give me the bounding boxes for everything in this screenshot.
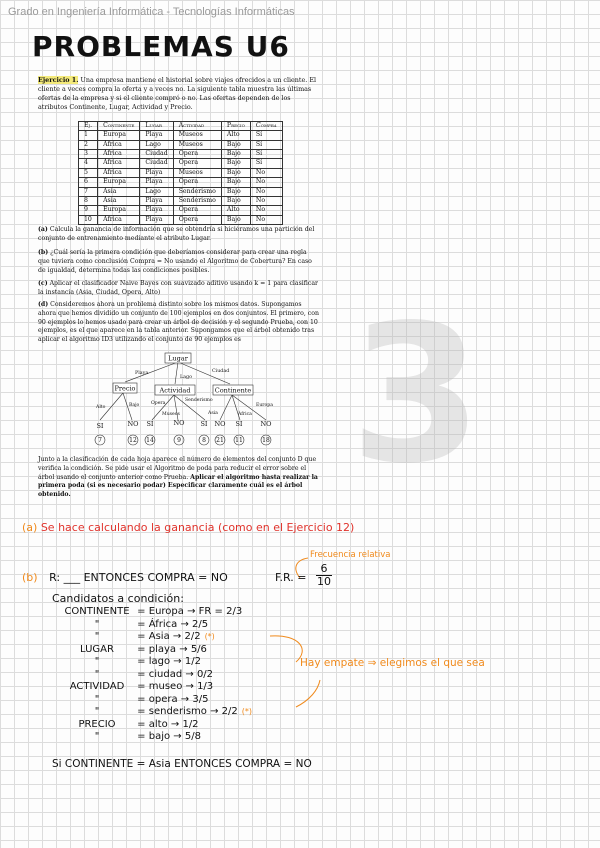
candidate-row: PRECIO = alto → 1/2	[60, 719, 252, 732]
answer-b-rule-text: R: ___ ENTONCES COMPRA = NO	[49, 571, 228, 584]
table-header: Precio	[221, 122, 250, 131]
candidate-fr: 2/5	[192, 618, 209, 630]
candidate-mark: (*)	[241, 707, 253, 716]
candidate-value: África	[148, 618, 178, 630]
candidate-row: " = senderismo → 2/2 (*)	[60, 706, 252, 719]
table-cell: Europa	[98, 178, 140, 187]
table-cell: No	[250, 187, 282, 196]
candidate-fr: 2/2	[221, 706, 238, 717]
candidate-attr: "	[94, 631, 100, 642]
tree-leaf: NO	[173, 419, 185, 427]
arrow-tie-top	[270, 636, 302, 662]
page-title: PROBLEMAS U6	[32, 30, 290, 63]
leaf-count: 18	[262, 437, 270, 445]
edge-label: Bajo	[129, 403, 140, 408]
candidate-attr: "	[94, 706, 100, 717]
table-cell: 5	[79, 168, 98, 177]
table-cell: África	[98, 215, 140, 224]
table-cell: Alto	[221, 131, 250, 140]
table-cell: 7	[79, 187, 98, 196]
table-cell: Lago	[140, 187, 173, 196]
question-label: (b)	[38, 249, 49, 256]
table-cell: Bajo	[221, 178, 250, 187]
question-label: (d)	[38, 301, 49, 308]
edge-label: Playa	[135, 371, 149, 376]
question-label: (a)	[38, 226, 48, 233]
table-cell: África	[98, 140, 140, 149]
tree-leaf: SI	[146, 420, 154, 428]
tie-note: Hay empate ⇒ elegimos el que sea	[300, 657, 485, 669]
table-cell: África	[98, 159, 140, 168]
conclusion: Si CONTINENTE = Asia ENTONCES COMPRA = NO	[52, 758, 312, 770]
table-cell: Sí	[250, 150, 282, 159]
table-cell: Senderismo	[173, 187, 221, 196]
table-cell: Playa	[140, 206, 173, 215]
edge-label: África	[238, 412, 252, 417]
candidate-row: " = bajo → 5/8	[60, 731, 252, 744]
table-cell: 10	[79, 215, 98, 224]
answer-label: (a)	[22, 521, 38, 534]
tree-leaf: NO	[214, 420, 226, 428]
candidate-fr: 2/2	[184, 631, 201, 642]
tree-leaf: SI	[200, 420, 208, 428]
question-text: Consideremos ahora un problema distinto sobre los mismos datos. Supongamos ahora que hemos dividido un conjunto de 100 ejemplos en dos conjuntos. El primero, con 90 ejemplos lo hemos usado para crear un árbol de decisión y el segundo Prueba, con 10 ejemplos, es el que aparece en la tabla anterior. Supongamos que el árbol obtenido tras aplicar el algoritmo ID3 utilizando el conjunto de 90 ejemplos es	[38, 301, 319, 344]
table-cell: 3	[79, 150, 98, 159]
candidates-title: Candidatos a condición:	[52, 592, 184, 605]
question-text: ¿Cuál sería la primera condición que deberíamos considerar para crear una regla que tuviera como conclusión Compra = No usando el Algoritmo de Cobertura? En caso de igualdad, determina todas las condiciones posibles.	[38, 249, 312, 274]
tree-node-precio: Precio	[114, 384, 136, 393]
table-cell: Bajo	[221, 168, 250, 177]
table-cell: Opera	[173, 206, 221, 215]
leaf-count: 9	[177, 437, 181, 445]
candidate-value: museo	[148, 681, 183, 692]
candidate-attr: "	[94, 668, 100, 680]
arrow-tie-bottom	[296, 680, 320, 707]
tree-node-actividad: Actividad	[159, 386, 191, 395]
candidate-fr: FR = 2/3	[198, 606, 243, 617]
leaf-count: 14	[146, 437, 154, 445]
table-cell: No	[250, 178, 282, 187]
candidate-attr: CONTINENTE	[64, 606, 130, 617]
table-cell: Sí	[250, 140, 282, 149]
watermark: 3	[350, 284, 483, 505]
table-cell: Playa	[140, 196, 173, 205]
table-cell: Bajo	[221, 215, 250, 224]
table-cell: Playa	[140, 178, 173, 187]
table-header: Continente	[98, 122, 140, 131]
page-header: Grado en Ingeniería Informática - Tecnologías Informáticas	[8, 6, 295, 18]
candidate-fr: 1/2	[182, 718, 199, 730]
candidate-attr: PRECIO	[78, 718, 116, 730]
table-header: Actividad	[173, 122, 221, 131]
tree-node-continente: Continente	[214, 386, 252, 395]
candidate-row: " = lago → 1/2	[60, 656, 252, 669]
fr-denominator: 10	[317, 575, 331, 589]
table-cell: Playa	[140, 131, 173, 140]
edge-label: Senderismo	[185, 398, 213, 403]
edge-label: Asia	[208, 411, 218, 416]
table-cell: 1	[79, 131, 98, 140]
answer-a	[22, 521, 354, 534]
table-cell: Ciudad	[140, 150, 173, 159]
table-cell: Bajo	[221, 159, 250, 168]
leaf-count: 8	[202, 437, 206, 445]
candidate-row: LUGAR = playa → 5/6	[60, 644, 252, 657]
candidate-value: lago	[148, 656, 171, 667]
table-cell: 9	[79, 206, 98, 215]
table-cell: 2	[79, 140, 98, 149]
table-cell: Opera	[173, 150, 221, 159]
candidate-value: senderismo	[148, 706, 207, 717]
table-cell: Museos	[173, 168, 221, 177]
table-cell: Museos	[173, 131, 221, 140]
question-text: Calcula la ganancia de información que se obtendría si hiciéramos una partición del conjunto de entrenamiento mediante el atributo Lugar.	[38, 226, 315, 242]
table-cell: Opera	[173, 215, 221, 224]
table-cell: Opera	[173, 178, 221, 187]
candidate-fr: 3/5	[192, 693, 209, 705]
table-cell: 6	[79, 178, 98, 187]
candidate-attr: "	[94, 693, 100, 705]
tree-leaf: SI	[235, 420, 243, 428]
candidate-value: playa	[148, 643, 177, 655]
table-cell: Bajo	[221, 140, 250, 149]
table-cell: Bajo	[221, 196, 250, 205]
table-cell: No	[250, 215, 282, 224]
table-cell: Europa	[98, 206, 140, 215]
candidate-attr: "	[94, 656, 100, 667]
table-cell: 4	[79, 159, 98, 168]
fr-numerator: 6	[320, 562, 328, 575]
exercise-label: Ejercicio 1.	[38, 76, 79, 84]
exercise-intro-text: Una empresa mantiene el historial sobre viajes ofrecidos a un cliente. El cliente a veces compra la oferta y a veces no. La siguiente tabla muestra las últimas ofertas de la empresa y si el cliente compró o no. Las ofertas dependen de los atributos Continente, Lugar, Actividad y Precio.	[38, 76, 317, 112]
edge-label: Opera	[151, 401, 166, 406]
leaf-count: 21	[216, 437, 224, 445]
table-cell: Sí	[250, 131, 282, 140]
fr-label: F.R. =	[275, 571, 307, 584]
candidate-value: ciudad	[148, 668, 183, 680]
candidate-value: opera	[148, 693, 178, 705]
table-cell: África	[98, 150, 140, 159]
candidate-value: Europa	[148, 606, 184, 617]
candidate-fr: 5/6	[190, 643, 207, 655]
answer-label: (b)	[22, 571, 38, 584]
table-cell: No	[250, 196, 282, 205]
tree-leaf: NO	[260, 420, 272, 428]
candidate-row: " = África → 2/5	[60, 619, 252, 632]
table-cell: Sí	[250, 159, 282, 168]
leaf-count: 11	[235, 437, 243, 445]
edge-label: Museos	[162, 412, 180, 417]
tree-leaf: NO	[127, 420, 139, 428]
table-header: Lugar	[140, 122, 173, 131]
table-cell: Playa	[140, 215, 173, 224]
question-label: (c)	[38, 280, 48, 287]
answer-b-rule	[22, 571, 228, 584]
question-text: Aplicar el clasificador Naive Bayes con suavizado aditivo usando k = 1 para clasificar la instancia (Asia, Ciudad, Opera, Alto)	[38, 280, 318, 296]
edge-label: Lago	[180, 375, 193, 380]
candidate-value: alto	[148, 718, 168, 730]
table-cell: No	[250, 206, 282, 215]
leaf-count: 12	[129, 437, 137, 445]
after-tree-bold: Aplicar el algoritmo hasta realizar la primera poda (si es necesario podar) Especificar claramente cuál es el árbol obtenido.	[38, 473, 318, 499]
candidate-value: Asia	[148, 631, 170, 642]
answer-a-text: Se hace calculando la ganancia (como en el Ejercicio 12)	[40, 521, 355, 534]
candidate-mark: (*)	[204, 632, 215, 641]
candidate-row: " = opera → 3/5	[60, 694, 252, 707]
table-header: Ej.	[79, 122, 98, 131]
candidate-attr: ACTIVIDAD	[69, 681, 125, 692]
after-tree-plain: Junto a la clasificación de cada hoja aparece el número de elementos del conjunto D que verifica la condición. Se pide usar el Algoritmo de poda para reducir el error sobre el árbol usando el conjunto anterior como Prueba.	[38, 456, 317, 481]
table-cell: Alto	[221, 206, 250, 215]
table-cell: Opera	[173, 159, 221, 168]
candidate-row: " = Asia → 2/2 (*)	[60, 631, 252, 644]
candidate-fr: 0/2	[196, 668, 214, 680]
tree-leaf: SI	[96, 422, 104, 430]
fr-fraction	[316, 563, 332, 588]
table-cell: Europa	[98, 131, 140, 140]
table-cell: 8	[79, 196, 98, 205]
candidate-row: CONTINENTE = Europa → FR = 2/3	[60, 606, 252, 619]
leaf-count: 7	[98, 437, 102, 445]
table-cell: Asia	[98, 196, 140, 205]
table-cell: Asia	[98, 187, 140, 196]
candidates-list	[60, 606, 252, 744]
edge-label: Europa	[256, 403, 273, 408]
table-cell: Lago	[140, 140, 173, 149]
table-cell: Bajo	[221, 150, 250, 159]
table-cell: No	[250, 168, 282, 177]
table-cell: Bajo	[221, 187, 250, 196]
candidate-attr: "	[94, 618, 100, 630]
table-cell: Senderismo	[173, 196, 221, 205]
candidate-attr: "	[94, 731, 100, 742]
table-header: Compra	[250, 122, 282, 131]
edge-label: Ciudad	[212, 369, 230, 374]
table-cell: Playa	[140, 168, 173, 177]
fr-note: Frecuencia relativa	[310, 550, 391, 560]
table-cell: Museos	[173, 140, 221, 149]
tree-node-root: Lugar	[168, 354, 188, 363]
candidate-attr: LUGAR	[80, 643, 114, 655]
candidate-fr: 1/3	[197, 681, 214, 692]
edge-label: Alto	[96, 405, 106, 410]
table-cell: África	[98, 168, 140, 177]
candidate-fr: 5/8	[184, 731, 201, 742]
after-tree-text	[38, 456, 320, 500]
table-cell: Ciudad	[140, 159, 173, 168]
candidate-row: ACTIVIDAD = museo → 1/3	[60, 681, 252, 694]
candidate-value: bajo	[148, 731, 171, 742]
candidate-row: " = ciudad → 0/2	[60, 669, 252, 682]
candidate-fr: 1/2	[184, 656, 201, 667]
